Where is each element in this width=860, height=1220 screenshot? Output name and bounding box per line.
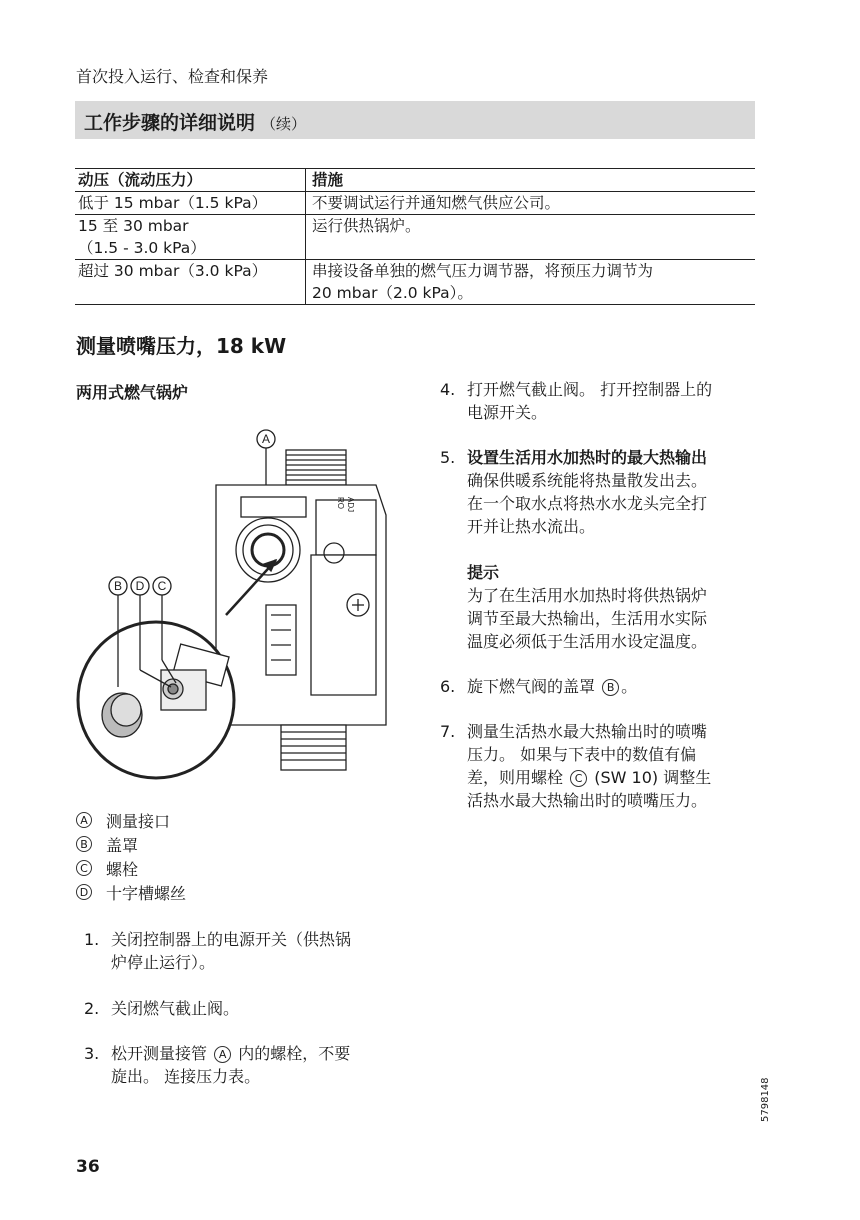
note-title: 提示 xyxy=(467,563,500,582)
step-number: 4. xyxy=(440,380,456,399)
step-line: 开并让热水流出。 xyxy=(467,517,596,536)
legend-item xyxy=(76,880,186,904)
step-text: 旋下燃气阀的盖罩 xyxy=(467,677,596,696)
step-body xyxy=(467,378,760,424)
legend-letter-d: D xyxy=(76,884,92,900)
step-number: 3. xyxy=(84,1044,100,1063)
step-line: 关闭控制器上的电源开关（供热锅 xyxy=(111,930,352,949)
steps-right xyxy=(440,378,760,812)
ref-c: C xyxy=(570,770,587,787)
cell-text: 串接设备单独的燃气压力调节器，将预压力调节为 xyxy=(312,262,654,280)
callout-c-label: C xyxy=(157,579,167,593)
note-line: 调节至最大热输出，生活用水实际 xyxy=(467,609,708,628)
table-row xyxy=(75,215,755,260)
table-cell-pressure xyxy=(75,215,306,260)
legend-item xyxy=(76,808,186,832)
page-number: 36 xyxy=(76,1157,100,1177)
cell-text: 运行供热锅炉。 xyxy=(312,217,421,235)
gas-valve-figure xyxy=(76,425,416,790)
valve-label-ro: RO xyxy=(336,497,345,509)
callout-d-label: D xyxy=(135,579,145,593)
step-number: 1. xyxy=(84,930,100,949)
cell-text: 15 至 30 mbar xyxy=(78,217,189,235)
table-header-action: 措施 xyxy=(306,169,756,192)
note-line: 为了在生活用水加热时将供热锅炉 xyxy=(467,586,708,605)
section-title-text: 工作步骤的详细说明 xyxy=(84,112,256,134)
cell-text: 不要调试运行并通知燃气供应公司。 xyxy=(312,194,561,212)
step-body xyxy=(111,928,404,974)
legend-item xyxy=(76,856,186,880)
step-body xyxy=(467,720,760,812)
step-4 xyxy=(440,378,760,424)
table-cell-action xyxy=(306,215,756,260)
table-row xyxy=(75,260,755,305)
step-6 xyxy=(440,675,760,698)
table-cell-action xyxy=(306,260,756,305)
callout-b-label: B xyxy=(113,579,123,593)
step-line: 活热水最大热输出时的喷嘴压力。 xyxy=(467,791,708,810)
table-cell-action xyxy=(306,192,756,215)
section-bar xyxy=(75,101,755,139)
steps-left xyxy=(84,928,404,1088)
table-cell-pressure xyxy=(75,192,306,215)
figure-legend xyxy=(76,808,186,904)
legend-text: 螺栓 xyxy=(106,859,139,879)
step-body xyxy=(467,675,760,698)
callout-a-label: A xyxy=(261,432,271,446)
step-number: 2. xyxy=(84,999,100,1018)
step-line: 炉停止运行）。 xyxy=(111,953,216,972)
step-body xyxy=(111,997,404,1020)
step-2 xyxy=(84,997,404,1020)
step-text: 松开测量接管 xyxy=(111,1044,208,1063)
figure-title: 两用式燃气锅炉 xyxy=(76,383,189,402)
ref-a: A xyxy=(214,1046,231,1063)
step-body xyxy=(467,446,760,653)
step-text: 内的螺栓，不要 xyxy=(238,1044,351,1063)
step-line: 旋出。 连接压力表。 xyxy=(111,1067,261,1086)
step-line: 打开燃气截止阀。 打开控制器上的 xyxy=(467,380,713,399)
step-line: 确保供暖系统能将热量散发出去。 xyxy=(467,471,708,490)
step-1 xyxy=(84,928,404,974)
subheading: 测量喷嘴压力，18 kW xyxy=(76,334,287,358)
valve-label-adj: ADJ xyxy=(346,497,355,513)
cell-text: 低于 15 mbar（1.5 kPa） xyxy=(78,194,268,212)
legend-text: 盖罩 xyxy=(106,835,139,855)
document-code: 5798148 xyxy=(760,1077,771,1122)
section-title xyxy=(84,108,306,135)
step-heading: 设置生活用水加热时的最大热输出 xyxy=(467,448,708,467)
step-line: 压力。 如果与下表中的数值有偏 xyxy=(467,745,697,764)
step-5 xyxy=(440,446,760,653)
legend-letter-a: A xyxy=(76,812,92,828)
table-cell-pressure xyxy=(75,260,306,305)
legend-item xyxy=(76,832,186,856)
step-text: 。 xyxy=(621,677,638,696)
table-row xyxy=(75,192,755,215)
pressure-table xyxy=(75,168,755,305)
cell-text: 超过 30 mbar（3.0 kPa） xyxy=(78,262,268,280)
step-text: 差，则用螺栓 xyxy=(467,768,564,787)
step-number: 7. xyxy=(440,722,456,741)
step-line: 关闭燃气截止阀。 xyxy=(111,999,240,1018)
step-number: 5. xyxy=(440,448,456,467)
legend-text: 测量接口 xyxy=(106,811,171,831)
section-title-continued: （续） xyxy=(261,115,307,133)
step-7 xyxy=(440,720,760,812)
legend-text: 十字槽螺丝 xyxy=(106,883,187,903)
table-header-pressure: 动压（流动压力） xyxy=(75,169,306,192)
table-header-row xyxy=(75,169,755,192)
step-3 xyxy=(84,1042,404,1088)
step-text: (SW 10) 调整生 xyxy=(594,768,712,787)
step-line: 电源开关。 xyxy=(467,403,548,422)
step-body xyxy=(111,1042,404,1088)
legend-letter-b: B xyxy=(76,836,92,852)
ref-b: B xyxy=(602,679,619,696)
step-line: 在一个取水点将热水水龙头完全打 xyxy=(467,494,708,513)
cell-text: （1.5 - 3.0 kPa） xyxy=(78,239,206,257)
legend-letter-c: C xyxy=(76,860,92,876)
step-number: 6. xyxy=(440,677,456,696)
cell-text: 20 mbar（2.0 kPa）。 xyxy=(312,284,473,302)
step-line: 测量生活热水最大热输出时的喷嘴 xyxy=(467,722,708,741)
running-head: 首次投入运行、检查和保养 xyxy=(76,67,269,86)
note-line: 温度必须低于生活用水设定温度。 xyxy=(467,632,708,651)
